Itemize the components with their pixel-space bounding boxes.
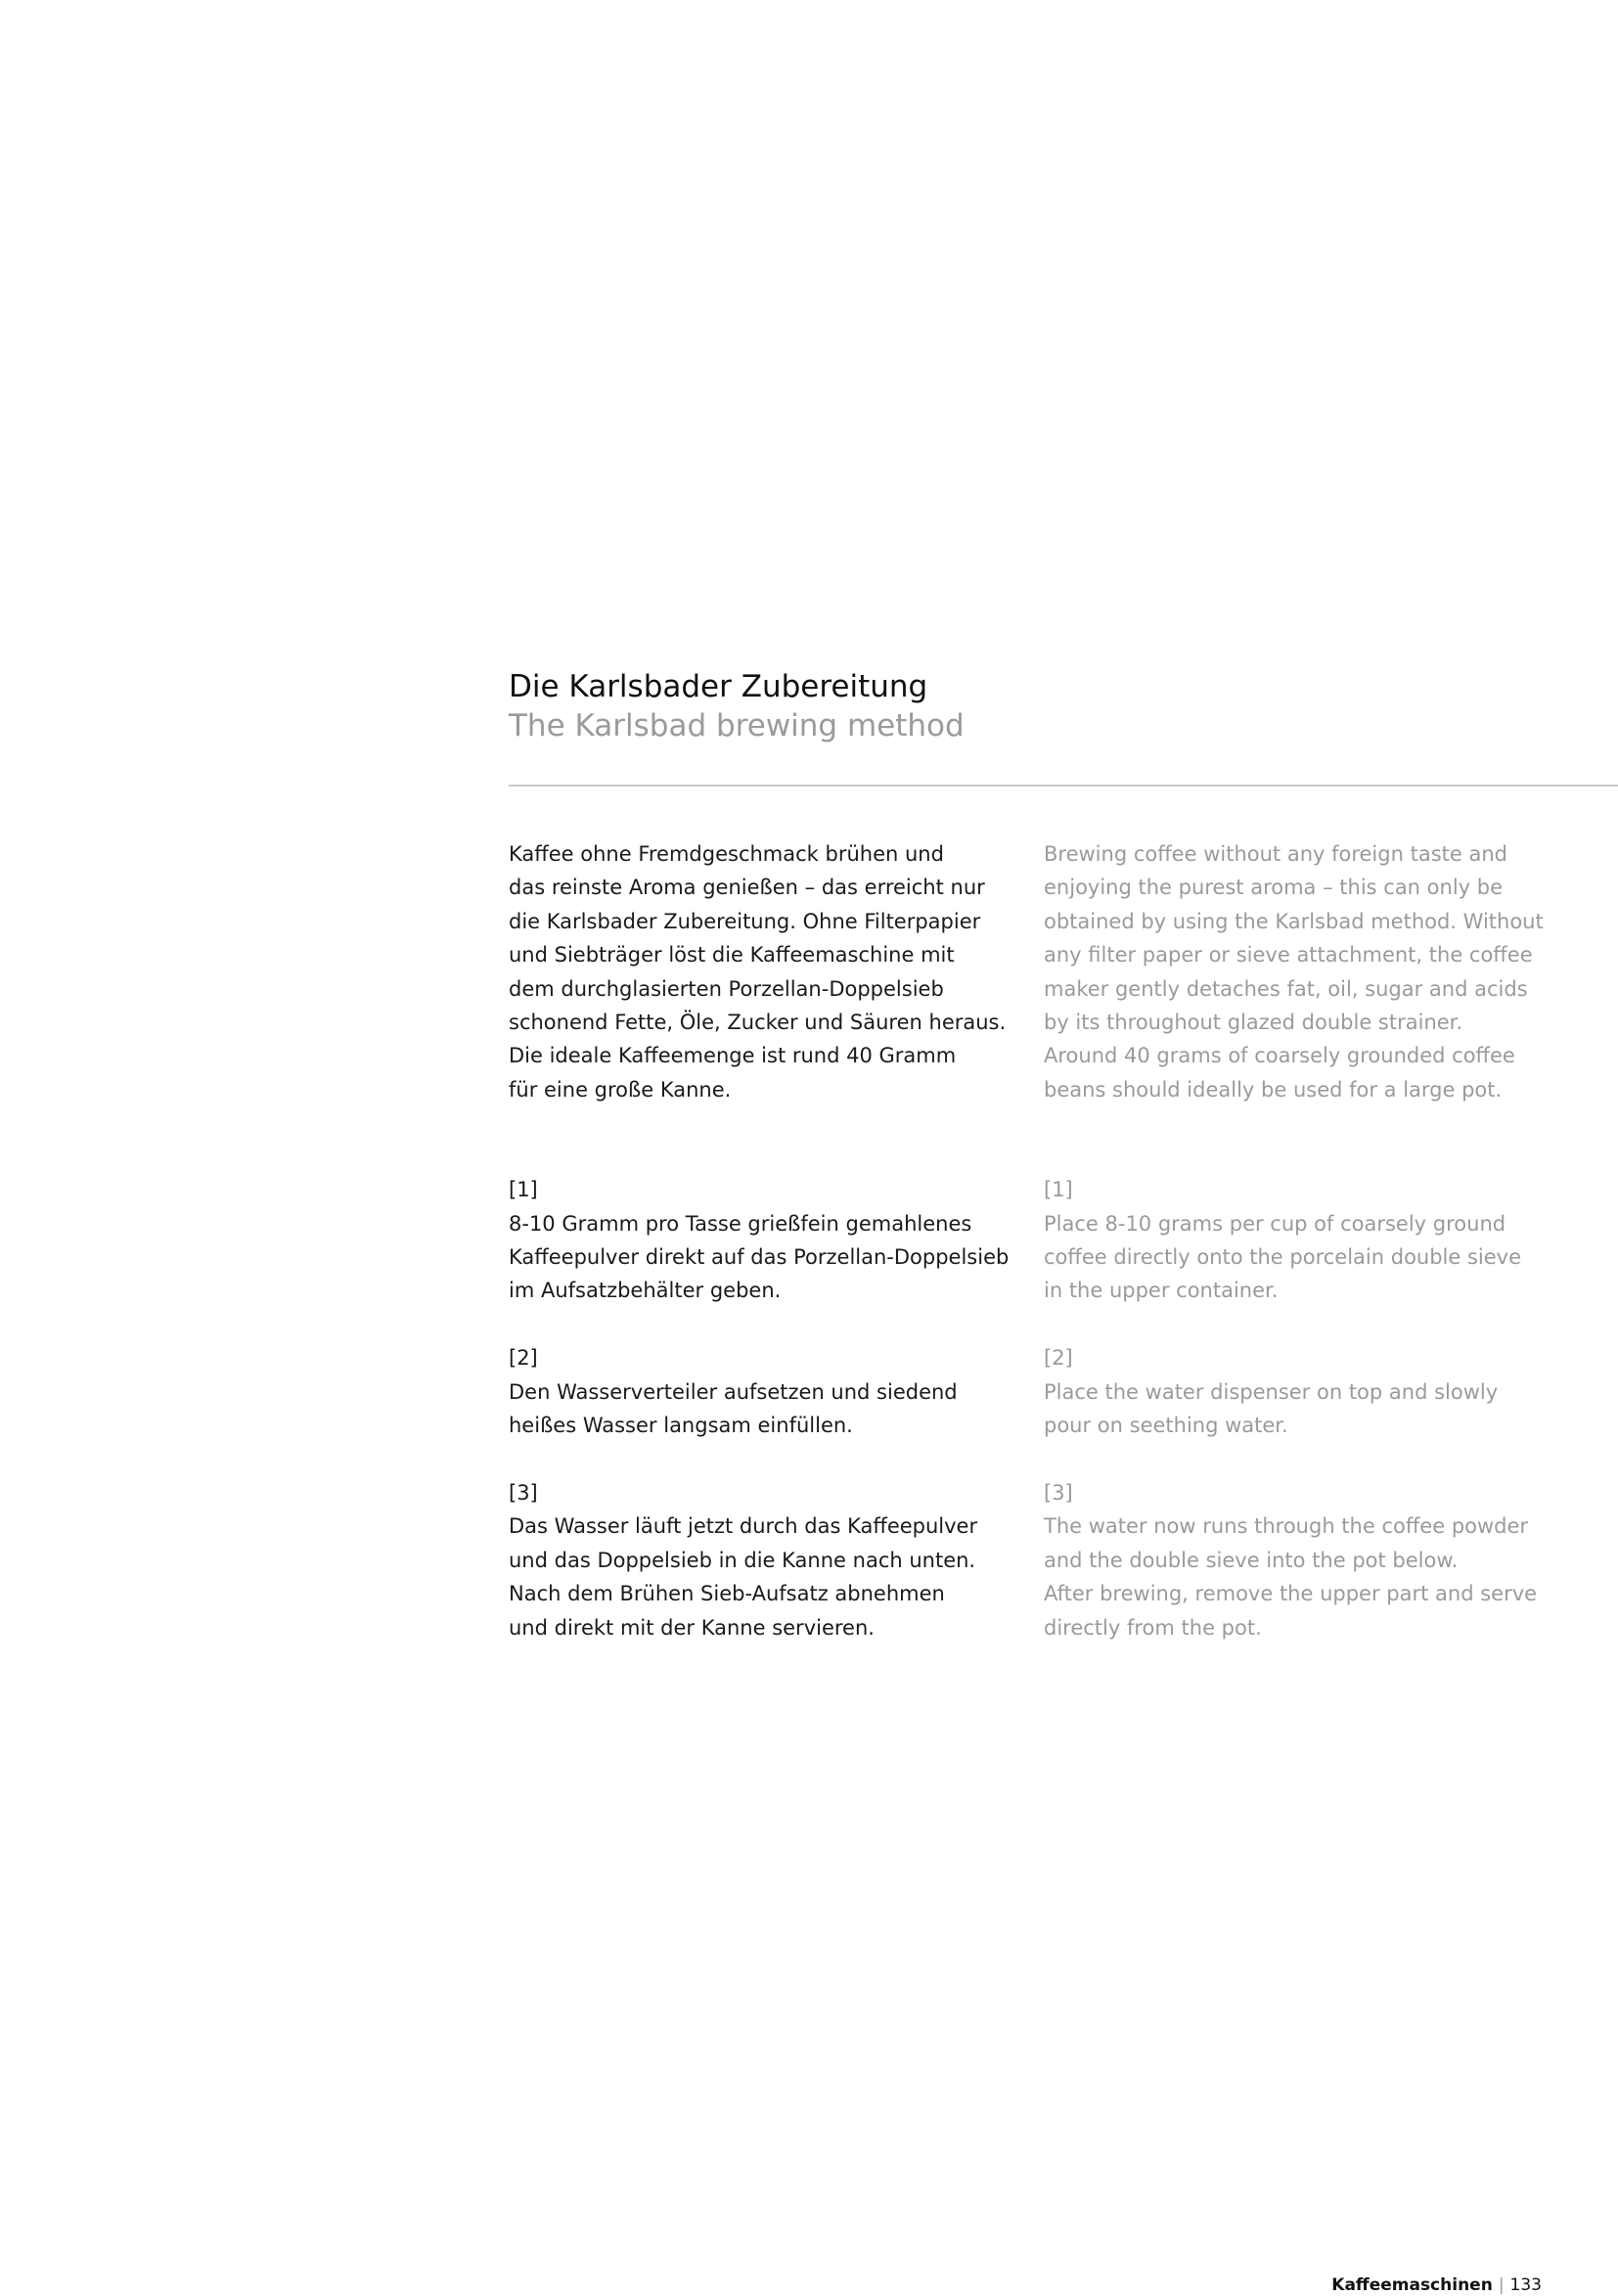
english-column <box>1044 837 1552 1644</box>
footer-section-name: Kaffeemaschinen <box>1331 2275 1493 2295</box>
german-step-1: [1] 8-10 Gramm pro Tasse grießfein gemahlenes Kaffeepulver direkt auf das Porzellan-Doppelsieb im Aufsatzbehälter geben. <box>509 1178 1010 1303</box>
english-intro: Brewing coffee without any foreign taste and enjoying the purest aroma – this can only be obtained by using the Karlsbad method. Without any filter paper or sieve attachment, the coffee maker gently detaches fat, oil, sugar and acids by its throughout glazed double strainer. Around 40 grams of coarsely grounded coffee beans should ideally be used for a large pot. <box>1044 842 1544 1102</box>
page-footer <box>1331 2274 1542 2296</box>
page-heading <box>509 667 965 745</box>
german-intro: Kaffee ohne Fremdgeschmack brühen und das reinste Aroma genießen – das erreicht nur die Karlsbader Zubereitung. Ohne Filterpapier und Siebträger löst die Kaffeemaschine mit dem durchglasierten Porzellan-Doppelsieb schonend Fette, Öle, Zucker und Säuren heraus. Die ideale Kaffeemenge ist rund 40 Gramm für eine große Kanne. <box>509 842 1007 1102</box>
title-english: The Karlsbad brewing method <box>509 708 965 743</box>
title-german: Die Karlsbader Zubereitung <box>509 669 928 704</box>
german-column <box>509 837 1017 1644</box>
english-step-1: [1] Place 8-10 grams per cup of coarsely ground coffee directly onto the porcelain double sieve in the upper container. <box>1044 1178 1522 1303</box>
english-step-3: [3] The water now runs through the coffee powder and the double sieve into the pot below. After brewing, remove the upper part and serve directly from the pot. <box>1044 1480 1538 1640</box>
page-number: 133 <box>1509 2275 1542 2295</box>
english-step-2: [2] Place the water dispenser on top and slowly pour on seething water. <box>1044 1346 1499 1438</box>
heading-divider <box>509 785 1618 787</box>
german-step-2: [2] Den Wasserverteiler aufsetzen und siedend heißes Wasser langsam einfüllen. <box>509 1346 958 1438</box>
german-step-3: [3] Das Wasser läuft jetzt durch das Kaffeepulver und das Doppelsieb in die Kanne nach unten. Nach dem Brühen Sieb-Aufsatz abnehmen und direkt mit der Kanne servieren. <box>509 1480 978 1640</box>
footer-separator: | <box>1498 2275 1505 2295</box>
